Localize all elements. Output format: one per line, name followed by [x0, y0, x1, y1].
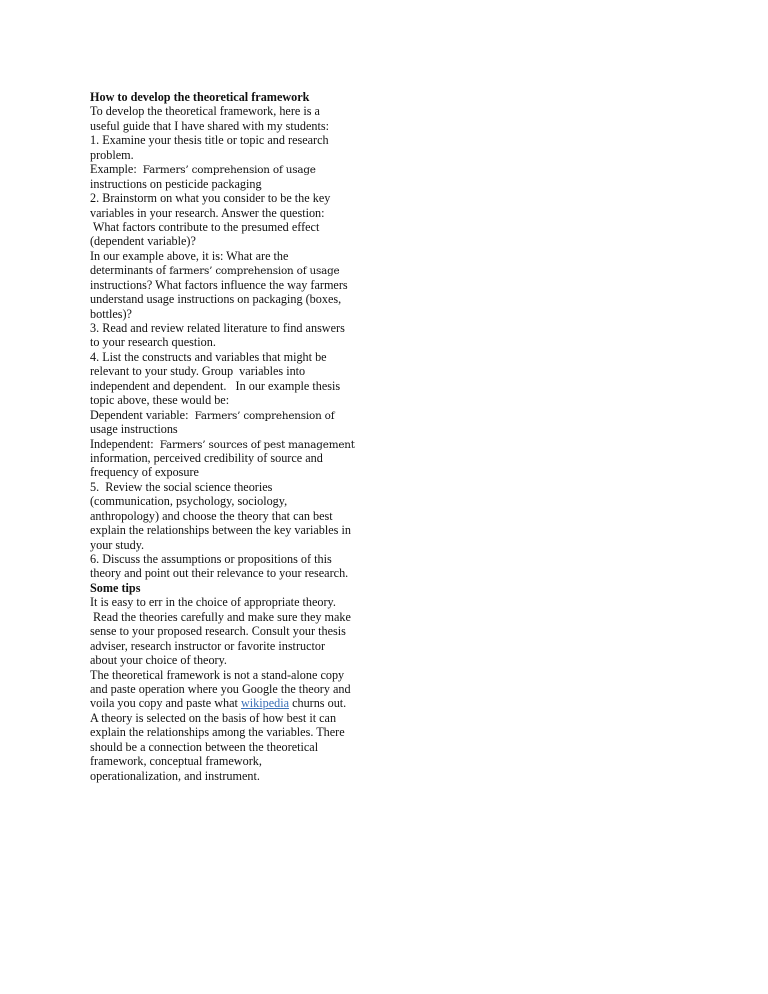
step-1-line: 1. Examine your thesis title or topic and research — [90, 133, 329, 148]
tips-line: The theoretical framework is not a stand-alone copy — [90, 667, 345, 682]
example-title: Farmers’ comprehension of usage — [142, 164, 316, 177]
step-5-line: (communication, psychology, sociology, — [90, 494, 288, 509]
tips-line: sense to your proposed research. Consult your thesis — [90, 624, 346, 639]
tips-line: It is easy to err in the choice of appropriate theory. — [90, 595, 336, 610]
step-5-line: your study. — [90, 537, 145, 552]
step-2-line: What factors contribute to the presumed effect — [90, 219, 320, 234]
step-5-line: 5. Review the social science theories — [90, 479, 273, 494]
tips-heading: Some tips — [90, 580, 141, 595]
tips-line: about your choice of theory. — [90, 653, 227, 668]
step-2-line: 2. Brainstorm on what you consider to be the key — [90, 191, 331, 206]
dependent-value: Farmers’ comprehension of — [194, 409, 335, 422]
determinants-subject: farmers’ comprehension of usage — [169, 265, 340, 278]
independent-label: Independent: — [90, 436, 160, 451]
dependent-label: Dependent variable: — [90, 407, 195, 422]
wikipedia-link[interactable]: wikipedia — [240, 696, 290, 711]
step-2-line: (dependent variable)? — [90, 234, 196, 249]
closing-line: operationalization, and instrument. — [90, 768, 260, 783]
tips-line: Read the theories carefully and make sure they make — [90, 609, 351, 624]
tips-line: adviser, research instructor or favorite instructor — [90, 638, 326, 653]
example-label: Example: — [90, 162, 143, 177]
step-3-line: 3. Read and review related literature to find answers — [90, 321, 345, 335]
step-2-cont-line: bottles)? — [90, 306, 132, 321]
example-above-line: In our example above, it is: What are the — [90, 248, 289, 263]
step-6-line: theory and point out their relevance to your research. — [90, 566, 349, 581]
dependent-variable-line — [90, 408, 362, 422]
determinants-prefix: determinants of — [90, 263, 170, 278]
determinants-line — [90, 263, 362, 277]
independent-value: Farmers’ sources of pest management — [159, 438, 355, 451]
step-5-line: explain the relationships between the key variables in — [90, 523, 351, 538]
voila-suffix: churns out. — [289, 696, 347, 711]
example-title-cont: instructions on pesticide packaging — [90, 176, 262, 191]
intro-line: To develop the theoretical framework, here is a — [90, 104, 320, 119]
voila-line — [90, 696, 362, 710]
closing-line: framework, conceptual framework, — [90, 754, 262, 769]
closing-line: explain the relationships among the variables. There — [90, 725, 345, 740]
dependent-value-cont: usage instructions — [90, 422, 178, 437]
voila-prefix: voila you copy and paste what — [90, 696, 241, 711]
independent-value-cont: information, perceived credibility of source and — [90, 450, 323, 465]
tips-line: and paste operation where you Google the theory and — [90, 681, 351, 696]
step-4-line: relevant to your study. Group variables into — [90, 364, 306, 379]
document-title: How to develop the theoretical framework — [90, 90, 310, 104]
step-1-line: problem. — [90, 147, 134, 162]
step-4-line: 4. List the constructs and variables that might be — [90, 349, 327, 364]
step-4-line: independent and dependent. In our example thesis — [90, 378, 341, 393]
document-body — [90, 90, 362, 783]
step-2-line: variables in your research. Answer the question: — [90, 205, 325, 220]
closing-line: should be a connection between the theoretical — [90, 739, 319, 754]
step-5-line: anthropology) and choose the theory that can best — [90, 508, 333, 523]
independent-value-cont: frequency of exposure — [90, 465, 199, 480]
step-2-cont-line: instructions? What factors influence the way farmers — [90, 277, 348, 292]
independent-variable-line — [90, 437, 362, 451]
step-4-line: topic above, these would be: — [90, 393, 230, 408]
step-2-cont-line: understand usage instructions on packaging (boxes, — [90, 292, 342, 307]
step-3-line: to your research question. — [90, 335, 216, 350]
closing-line: A theory is selected on the basis of how best it can — [90, 710, 337, 725]
intro-line: useful guide that I have shared with my students: — [90, 118, 329, 133]
example-line — [90, 162, 362, 176]
step-6-line: 6. Discuss the assumptions or propositions of this — [90, 552, 332, 566]
